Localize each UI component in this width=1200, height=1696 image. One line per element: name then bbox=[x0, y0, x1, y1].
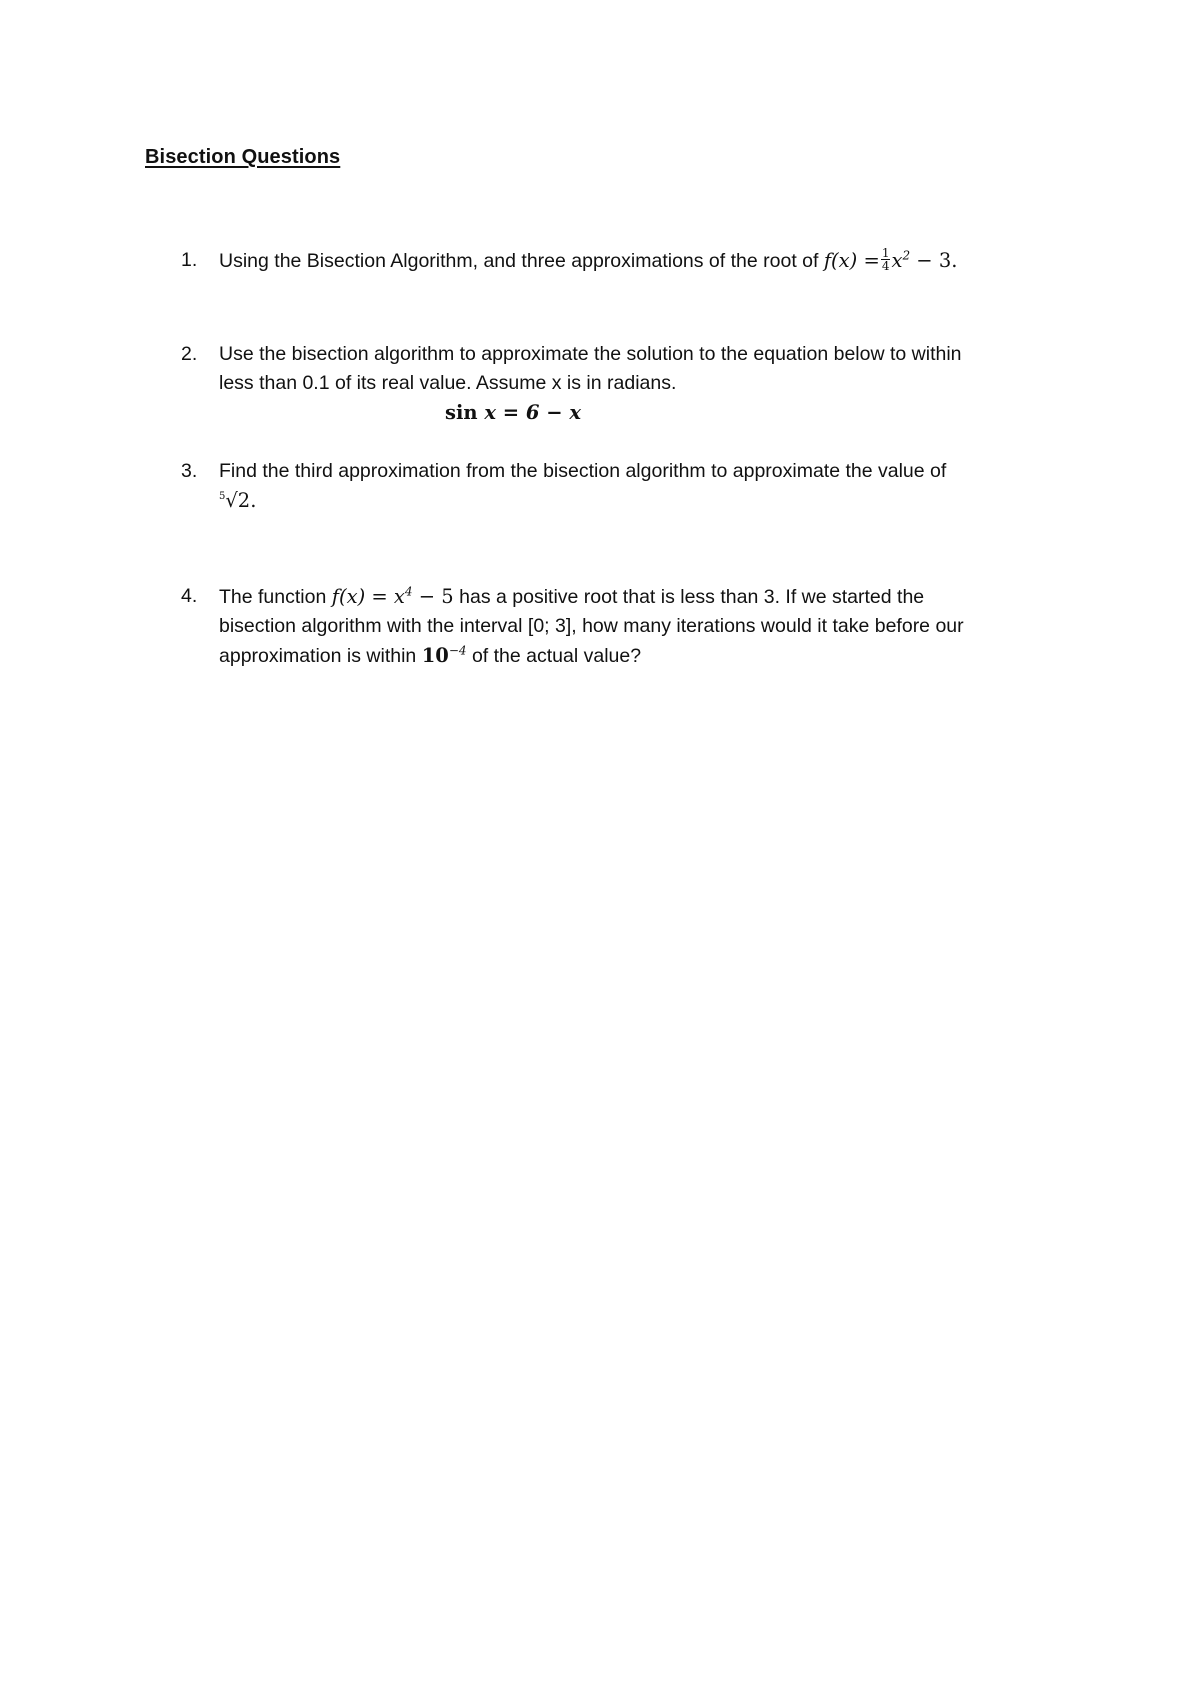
question-number: 2. bbox=[181, 343, 198, 365]
power-expression: $10^{-4}$ bbox=[421, 643, 467, 667]
question-4 bbox=[181, 582, 1061, 671]
question-3 bbox=[181, 457, 1061, 515]
fraction: $\frac{1}{4}$ bbox=[881, 246, 890, 273]
equation: sin x = 6 − x bbox=[445, 401, 582, 424]
question-text: Use the bisection algorithm to approximate the solution to the equation below to within less than 0.1 of its real value. Assume x is in radians. sin x = 6 − x bbox=[219, 340, 1061, 427]
document-title: Bisection Questions bbox=[145, 146, 341, 168]
question-number: 3. bbox=[181, 460, 198, 482]
question-text: The function $f(x) = x^4 - 5$ has a positive root that is less than 3. If we started the bisection algorithm with the interval [0; 3], how many iterations would it take before our approximation is within $10^{-4}$ of the actual value? bbox=[219, 584, 964, 667]
question-2 bbox=[181, 340, 1061, 427]
question-text: Find the third approximation from the bisection algorithm to approximate the value of $^5$√2. bbox=[219, 457, 1061, 515]
question-number: 4. bbox=[181, 585, 198, 607]
function-expression: f(x) = $\frac{1}{4}$ $x^2 - 3$. bbox=[823, 246, 958, 273]
question-number: 1. bbox=[181, 249, 198, 271]
function-expression: $f(x) = x^4 - 5$ bbox=[331, 584, 454, 608]
radical-expression: $^5$√2. bbox=[219, 489, 257, 512]
question-1 bbox=[181, 246, 1061, 276]
question-text: Using the Bisection Algorithm, and three approximations of the root of f(x) = $\frac{1}{4}$ $x^2 - 3$. bbox=[219, 246, 958, 273]
